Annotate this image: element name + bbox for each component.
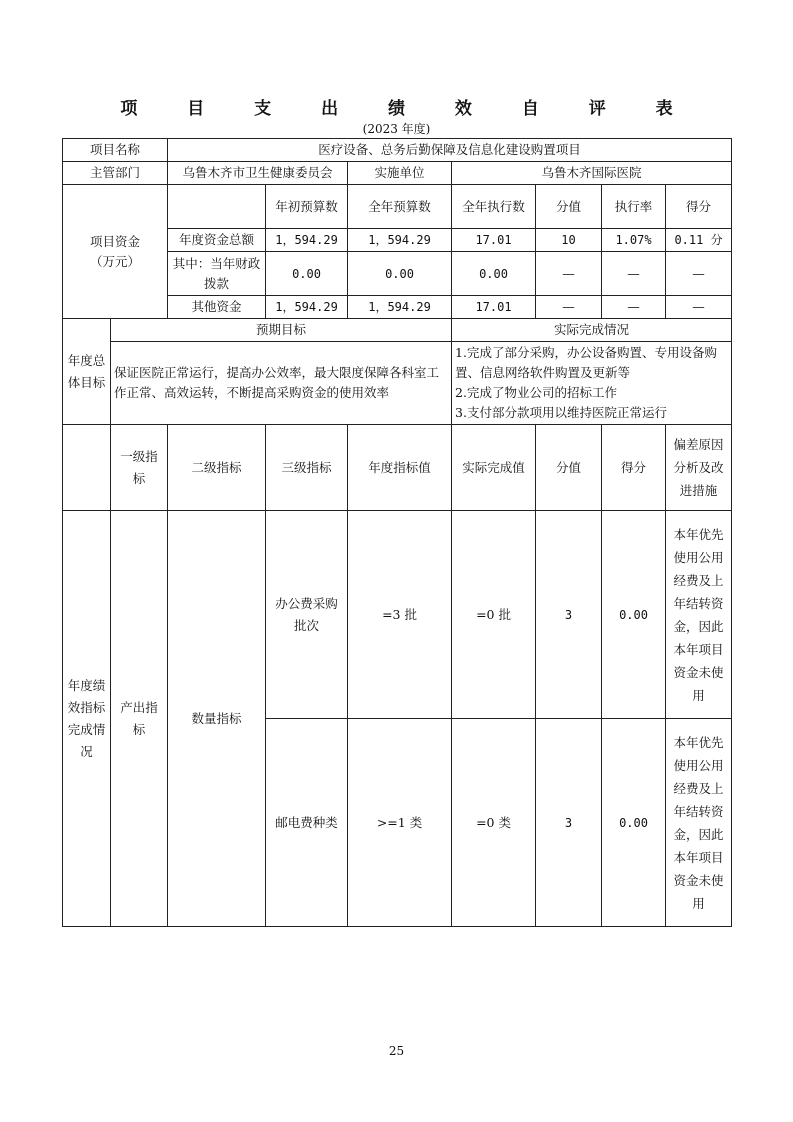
goals-actual-cell bbox=[452, 342, 732, 425]
indicator-section-label: 年度绩效指标完成情况 bbox=[67, 677, 106, 759]
funds-row-weight: 10 bbox=[536, 229, 602, 252]
funds-row-executed: 17.01 bbox=[452, 296, 536, 319]
funds-row-annual: 1，594.29 bbox=[348, 229, 452, 252]
funds-row-rate: 1.07% bbox=[602, 229, 666, 252]
indicator-header-level3: 三级指标 bbox=[266, 425, 348, 511]
dept-label: 主管部门 bbox=[63, 162, 168, 185]
funds-row-name: 其他资金 bbox=[168, 296, 266, 319]
indicator-header-reason-cell bbox=[666, 425, 732, 511]
funds-label: 项目资金 （万元） bbox=[63, 185, 168, 319]
goals-actual-header: 实际完成情况 bbox=[452, 319, 732, 342]
project-name-value: 医疗设备、总务后勤保障及信息化建设购置项目 bbox=[168, 139, 732, 162]
funds-header-score: 得分 bbox=[666, 185, 732, 229]
indicator-header-reason: 偏差原因分析及改进措施 bbox=[673, 437, 724, 498]
indicator-level3-cell bbox=[266, 511, 348, 719]
funds-row-executed: 0.00 bbox=[452, 252, 536, 296]
funds-row-annual: 0.00 bbox=[348, 252, 452, 296]
goals-actual-item: 3.支付部分款项用以维持医院正常运行 bbox=[455, 405, 667, 420]
indicator-level3: 办公费采购批次 bbox=[275, 595, 338, 633]
indicator-header-weight: 分值 bbox=[536, 425, 602, 511]
performance-table bbox=[62, 138, 732, 927]
funds-header-annual: 全年预算数 bbox=[348, 185, 452, 229]
funds-row-weight: — bbox=[536, 296, 602, 319]
year-subtitle: (2023 年度) bbox=[362, 122, 431, 136]
indicator-weight: 3 bbox=[536, 719, 602, 927]
goals-expected-text: 保证医院正常运行，提高办公效率，最大限度保障各科室工作正常、高效运转，不断提高采购资金的使用效率 bbox=[111, 342, 452, 425]
project-name-label: 项目名称 bbox=[63, 139, 168, 162]
indicator-actual: =0 类 bbox=[452, 719, 536, 927]
indicator-reason-cell bbox=[666, 719, 732, 927]
indicator-level3-cell bbox=[266, 719, 348, 927]
indicator-header-actual: 实际完成值 bbox=[452, 425, 536, 511]
funds-row-annual: 1，594.29 bbox=[348, 296, 452, 319]
indicator-level1-cell bbox=[111, 511, 168, 927]
funds-row-rate: — bbox=[602, 296, 666, 319]
funds-row-score: — bbox=[666, 296, 732, 319]
funds-row-initial: 0.00 bbox=[266, 252, 348, 296]
funds-header-blank bbox=[168, 185, 266, 229]
funds-header-weight: 分值 bbox=[536, 185, 602, 229]
indicator-weight: 3 bbox=[536, 511, 602, 719]
indicator-section-cell bbox=[63, 511, 111, 927]
impl-value: 乌鲁木齐国际医院 bbox=[452, 162, 732, 185]
indicator-score: 0.00 bbox=[602, 719, 666, 927]
goals-actual-item: 1.完成了部分采购，办公设备购置、专用设备购置、信息网络软件购置及更新等 bbox=[455, 345, 717, 380]
goals-expected-header: 预期目标 bbox=[111, 319, 452, 342]
indicator-header-blank bbox=[63, 425, 111, 511]
impl-label: 实施单位 bbox=[348, 162, 452, 185]
funds-row-name: 其中：当年财政拨款 bbox=[168, 252, 266, 296]
funds-header-initial: 年初预算数 bbox=[266, 185, 348, 229]
funds-header-executed: 全年执行数 bbox=[452, 185, 536, 229]
funds-row-weight: — bbox=[536, 252, 602, 296]
indicator-header-cell bbox=[111, 425, 168, 511]
indicator-target: >=1 类 bbox=[348, 719, 452, 927]
indicator-score: 0.00 bbox=[602, 511, 666, 719]
funds-row-name: 年度资金总额 bbox=[168, 229, 266, 252]
indicator-target: =3 批 bbox=[348, 511, 452, 719]
indicator-header-level1: 一级指标 bbox=[120, 448, 158, 486]
goals-label-cell bbox=[63, 319, 111, 425]
funds-row-score: — bbox=[666, 252, 732, 296]
indicator-reason: 本年优先使用公用经费及上年结转资金，因此本年项目资金未使用 bbox=[673, 734, 724, 911]
indicator-level3: 邮电费种类 bbox=[275, 814, 338, 830]
funds-row-score: 0.11 分 bbox=[666, 229, 732, 252]
page-number: 25 bbox=[388, 1044, 405, 1058]
funds-row-initial: 1，594.29 bbox=[266, 229, 348, 252]
funds-header-rate: 执行率 bbox=[602, 185, 666, 229]
indicator-actual: =0 批 bbox=[452, 511, 536, 719]
indicator-header-score: 得分 bbox=[602, 425, 666, 511]
indicator-header-level2: 二级指标 bbox=[168, 425, 266, 511]
page-title: 项 目 支 出 绩 效 自 评 表 bbox=[120, 99, 695, 119]
goals-label: 年度总体目标 bbox=[67, 352, 106, 390]
funds-row-rate: — bbox=[602, 252, 666, 296]
indicator-level2: 数量指标 bbox=[168, 511, 266, 927]
indicator-level1: 产出指标 bbox=[120, 699, 158, 737]
funds-row-executed: 17.01 bbox=[452, 229, 536, 252]
indicator-header-target: 年度指标值 bbox=[348, 425, 452, 511]
goals-actual-item: 2.完成了物业公司的招标工作 bbox=[455, 385, 617, 400]
indicator-reason-cell bbox=[666, 511, 732, 719]
funds-row-initial: 1，594.29 bbox=[266, 296, 348, 319]
dept-value: 乌鲁木齐市卫生健康委员会 bbox=[168, 162, 348, 185]
indicator-reason: 本年优先使用公用经费及上年结转资金，因此本年项目资金未使用 bbox=[673, 526, 724, 703]
